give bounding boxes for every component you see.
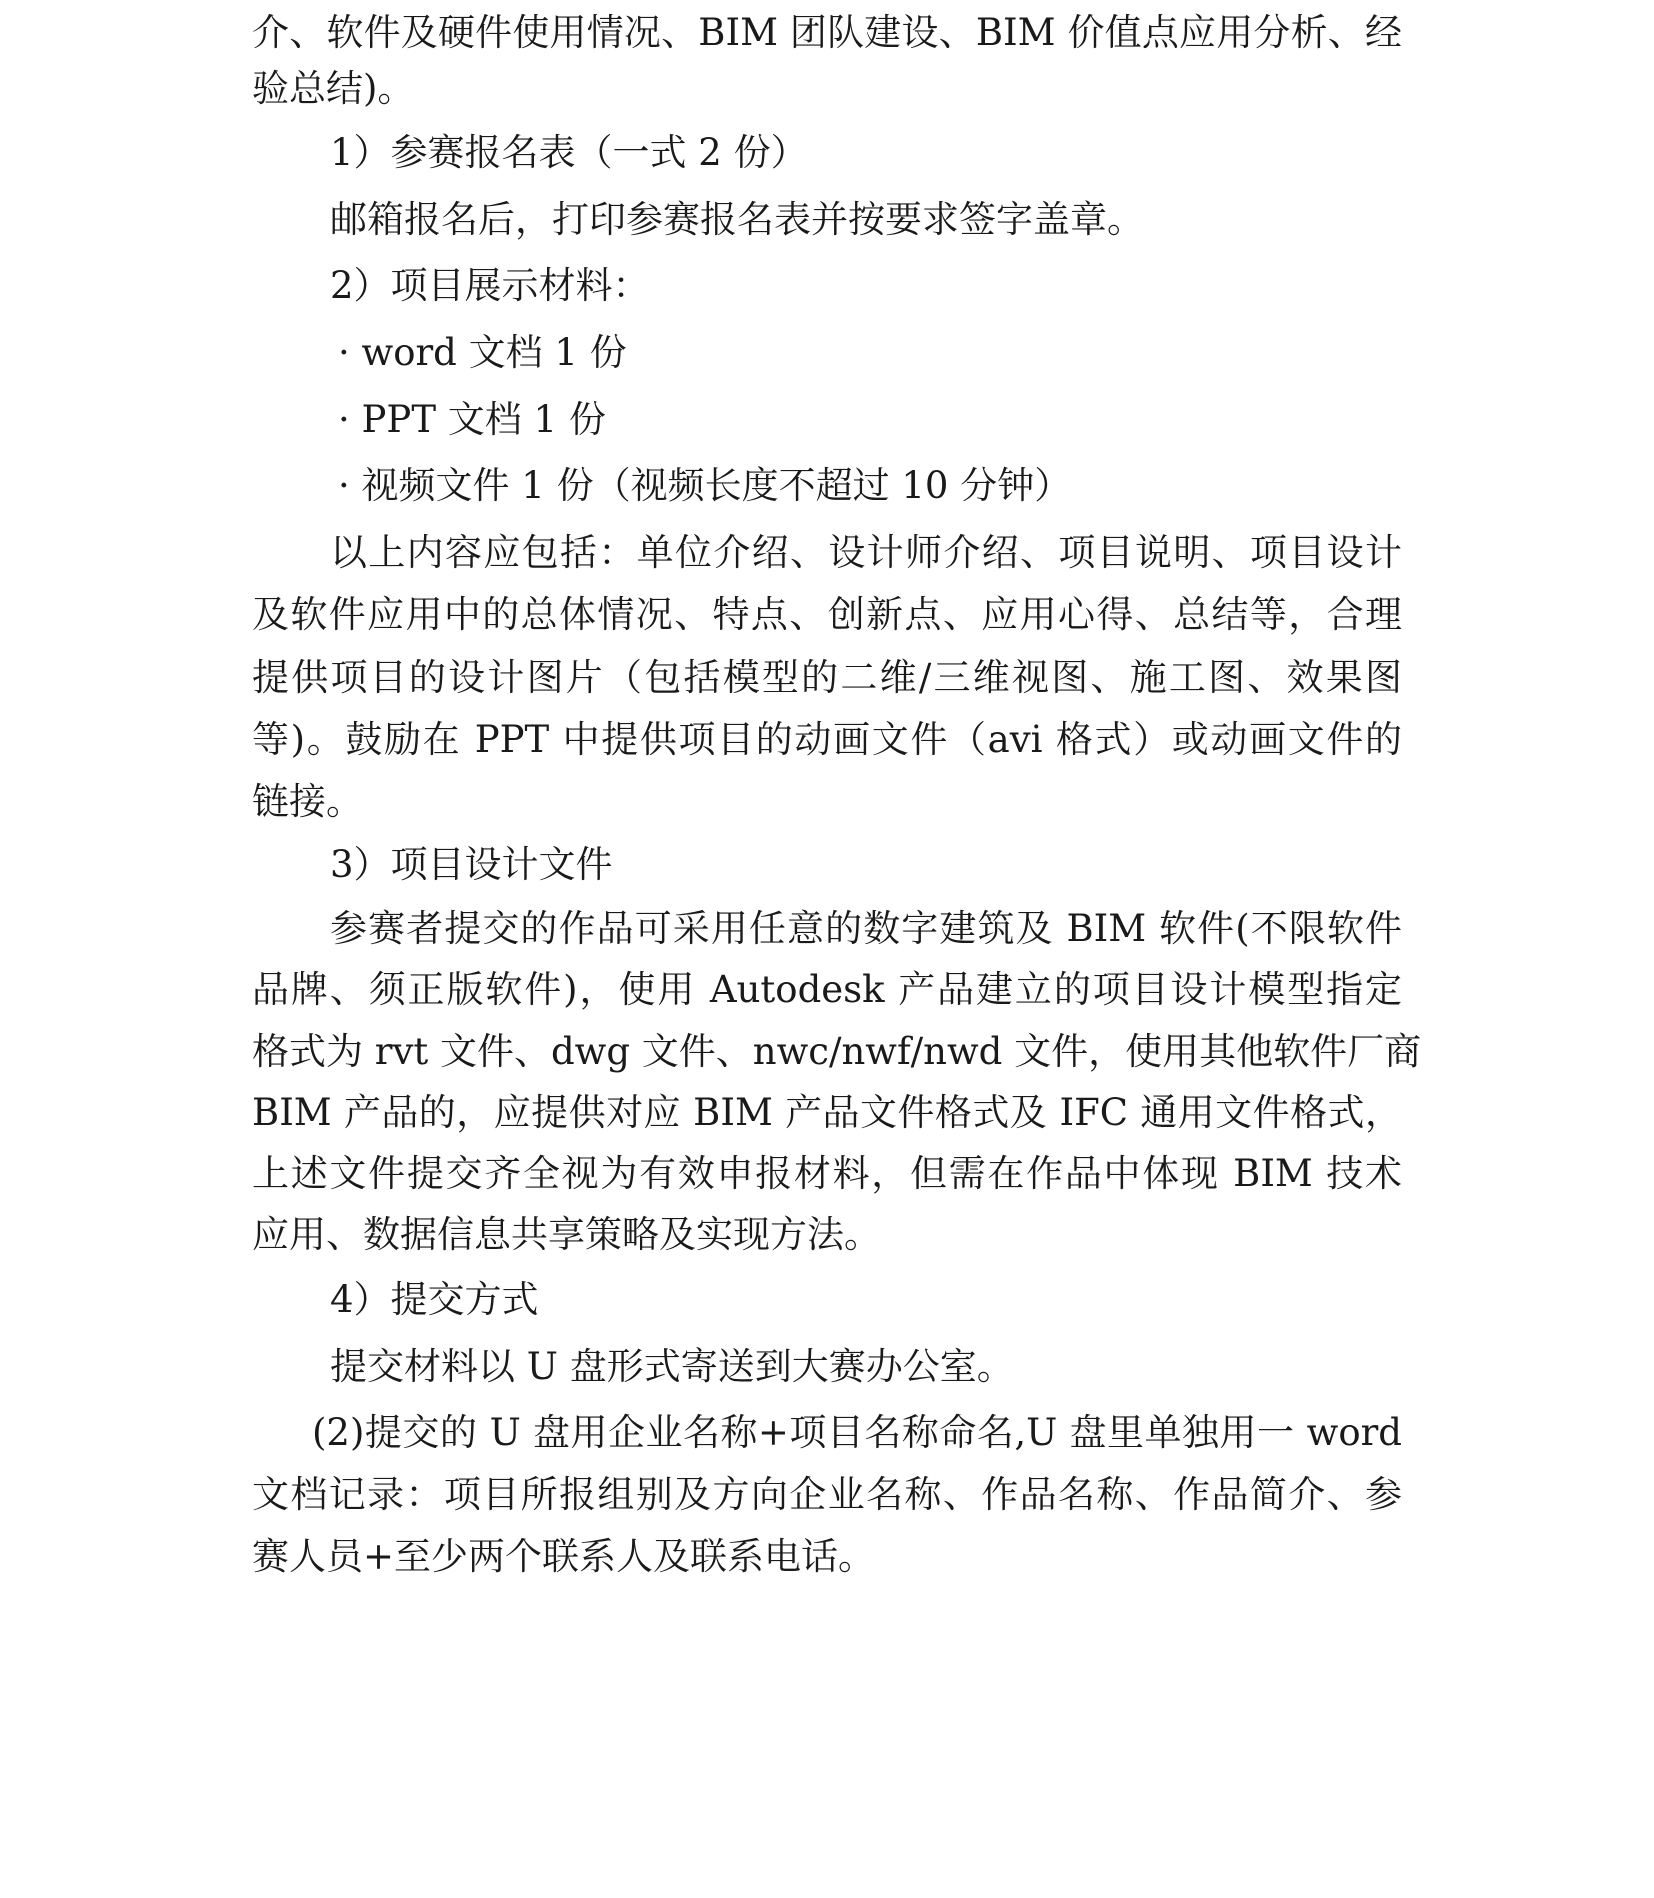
text-line-1: 介、软件及硬件使用情况、BIM 团队建设、BIM 价值点应用分析、经 bbox=[252, 11, 1402, 54]
section-heading-2: 2）项目展示材料： bbox=[330, 264, 650, 307]
paragraph-line-4: 等)。鼓励在 PPT 中提供项目的动画文件（avi 格式）或动画文件的 bbox=[252, 718, 1402, 761]
paragraph3-line-3: 赛人员+至少两个联系人及联系电话。 bbox=[252, 1535, 876, 1578]
text-line-4: 邮箱报名后，打印参赛报名表并按要求签字盖章。 bbox=[330, 198, 1144, 241]
paragraph2-line-2: 品牌、须正版软件)，使用 Autodesk 产品建立的项目设计模型指定 bbox=[252, 968, 1402, 1011]
section-heading-3: 3）项目设计文件 bbox=[330, 843, 613, 886]
paragraph-line-3: 提供项目的设计图片（包括模型的二维/三维视图、施工图、效果图 bbox=[252, 656, 1402, 699]
paragraph2-line-6: 应用、数据信息共享策略及实现方法。 bbox=[252, 1213, 881, 1256]
bullet-item-2: · PPT 文档 1 份 bbox=[338, 398, 606, 441]
paragraph3-line-2: 文档记录：项目所报组别及方向企业名称、作品名称、作品简介、参 bbox=[252, 1473, 1402, 1516]
section-heading-1: 1）参赛报名表（一式 2 份） bbox=[330, 131, 808, 174]
paragraph2-line-3: 格式为 rvt 文件、dwg 文件、nwc/nwf/nwd 文件，使用其他软件厂商 bbox=[252, 1030, 1422, 1073]
bullet-item-3: · 视频文件 1 份（视频长度不超过 10 分钟） bbox=[338, 464, 1072, 507]
bullet-item-1: · word 文档 1 份 bbox=[338, 331, 627, 374]
paragraph-line-2: 及软件应用中的总体情况、特点、创新点、应用心得、总结等，合理 bbox=[252, 593, 1402, 636]
text-line-2: 验总结)。 bbox=[252, 67, 415, 110]
paragraph2-line-1: 参赛者提交的作品可采用任意的数字建筑及 BIM 软件(不限软件 bbox=[330, 907, 1402, 950]
paragraph-line-5: 链接。 bbox=[252, 780, 363, 823]
text-line-22: 提交材料以 U 盘形式寄送到大赛办公室。 bbox=[330, 1345, 1014, 1388]
paragraph2-line-5: 上述文件提交齐全视为有效申报材料，但需在作品中体现 BIM 技术 bbox=[252, 1152, 1402, 1195]
section-heading-4: 4）提交方式 bbox=[330, 1278, 539, 1321]
paragraph3-line-1: (2)提交的 U 盘用企业名称+项目名称命名,U 盘里单独用一 word bbox=[312, 1411, 1402, 1454]
paragraph2-line-4: BIM 产品的，应提供对应 BIM 产品文件格式及 IFC 通用文件格式， bbox=[252, 1091, 1402, 1134]
paragraph-line-1: 以上内容应包括：单位介绍、设计师介绍、项目说明、项目设计 bbox=[330, 531, 1402, 574]
